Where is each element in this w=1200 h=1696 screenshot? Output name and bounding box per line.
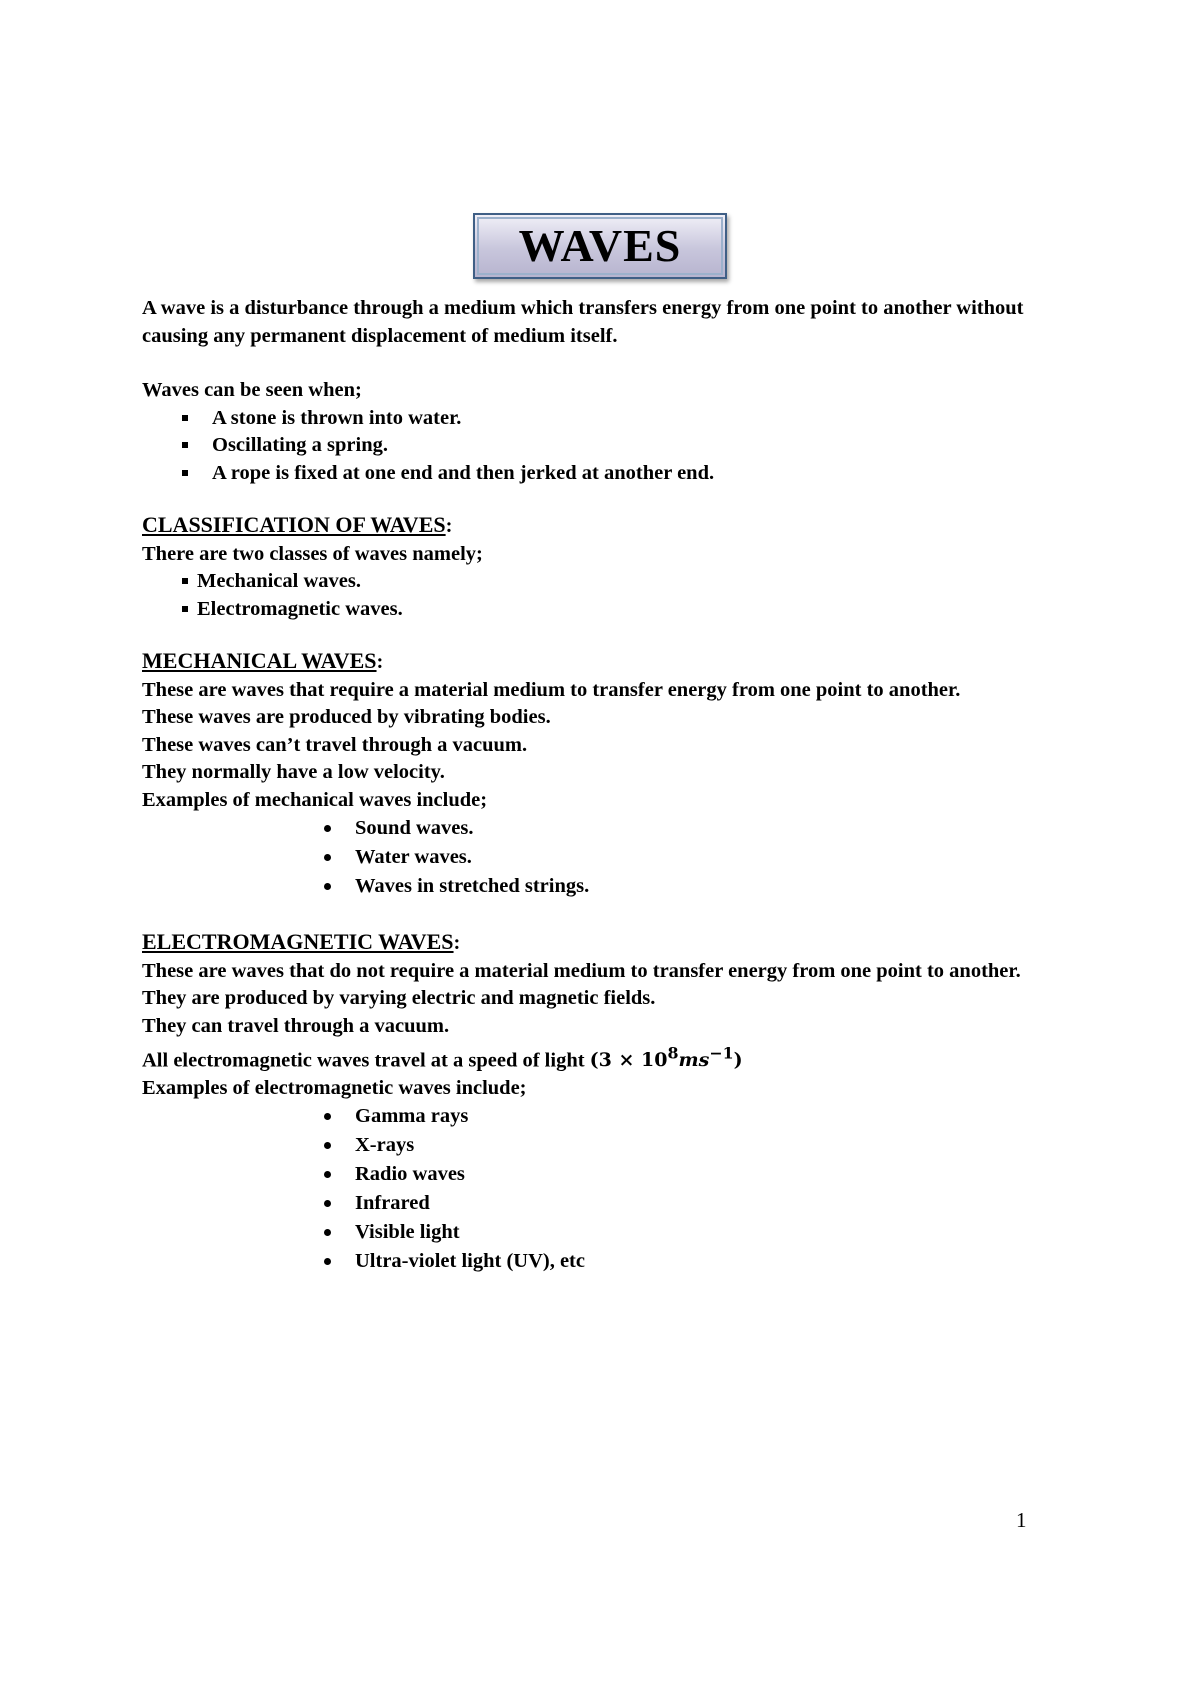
list-item: Water waves. <box>142 843 1042 872</box>
formula-exponent: 8 <box>667 1044 679 1063</box>
list-item: X-rays <box>142 1131 1042 1160</box>
speed-formula <box>589 1044 743 1072</box>
electromagnetic-heading-line <box>142 928 1042 958</box>
formula-base: 3 × 10 <box>598 1049 668 1072</box>
page-title: WAVES <box>518 220 682 271</box>
mechanical-line: Examples of mechanical waves include; <box>142 788 488 811</box>
electromagnetic-examples-list <box>142 1102 1042 1276</box>
mechanical-examples-list <box>142 814 1042 901</box>
list-item: Oscillating a spring. <box>142 432 1042 460</box>
heading-colon: : <box>376 651 384 673</box>
mechanical-line: These are waves that require a material medium to transfer energy from one point to another. <box>142 678 961 701</box>
list-item: A rope is fixed at one end and then jerked at another end. <box>142 460 1042 488</box>
seen-when-lead: Waves can be seen when; <box>142 379 362 401</box>
list-item: Electromagnetic waves. <box>142 596 1042 624</box>
heading-colon: : <box>445 515 453 537</box>
mechanical-line: They normally have a low velocity. <box>142 761 445 783</box>
list-item: Ultra-violet light (UV), etc <box>142 1247 1042 1276</box>
seen-when-list <box>142 405 1042 488</box>
list-item: Gamma rays <box>142 1102 1042 1131</box>
electromagnetic-line: They can travel through a vacuum. <box>142 1014 450 1037</box>
list-item: Waves in stretched strings. <box>142 872 1042 901</box>
classification-heading: CLASSIFICATION OF WAVES <box>142 512 446 537</box>
classification-list <box>142 568 1042 623</box>
page-number: 1 <box>1016 1508 1027 1532</box>
list-item: Radio waves <box>142 1160 1042 1189</box>
electromagnetic-heading: ELECTROMAGNETIC WAVES <box>142 929 454 954</box>
speed-text: All electromagnetic waves travel at a speed of light <box>142 1049 590 1072</box>
mechanical-heading: MECHANICAL WAVES <box>142 648 377 673</box>
list-item: Infrared <box>142 1189 1042 1218</box>
spacer <box>142 487 1042 511</box>
mechanical-heading-line <box>142 647 1042 677</box>
speed-of-light-line <box>142 1040 1042 1075</box>
list-item: Mechanical waves. <box>142 568 1042 596</box>
list-item: Sound waves. <box>142 814 1042 843</box>
classification-lead: There are two classes of waves namely; <box>142 542 483 565</box>
heading-colon: : <box>453 932 461 954</box>
formula-unit-exponent: −1 <box>709 1044 734 1063</box>
spacer <box>142 623 1042 647</box>
formula-open: ( <box>589 1049 599 1072</box>
electromagnetic-line: These are waves that do not require a material medium to transfer energy from one point to another. <box>142 959 1021 982</box>
list-item: A stone is thrown into water. <box>142 405 1042 433</box>
electromagnetic-line: They are produced by varying electric and magnetic fields. <box>142 987 656 1009</box>
formula-close: ) <box>733 1049 743 1072</box>
title-area <box>0 213 1200 279</box>
formula-unit: ms <box>678 1049 710 1072</box>
list-item: Visible light <box>142 1218 1042 1247</box>
title-box <box>473 213 727 279</box>
document-body <box>142 295 1042 1276</box>
spacer <box>142 901 1042 928</box>
mechanical-line: These waves can’t travel through a vacuum. <box>142 733 528 756</box>
intro-paragraph: A wave is a disturbance through a medium which transfers energy from one point to another without causing any permanent displacement of medium itself. <box>142 297 1024 347</box>
mechanical-line: These waves are produced by vibrating bodies. <box>142 706 551 728</box>
spacer <box>142 350 1042 377</box>
electromagnetic-examples-lead: Examples of electromagnetic waves include; <box>142 1076 527 1099</box>
classification-heading-line <box>142 511 1042 541</box>
